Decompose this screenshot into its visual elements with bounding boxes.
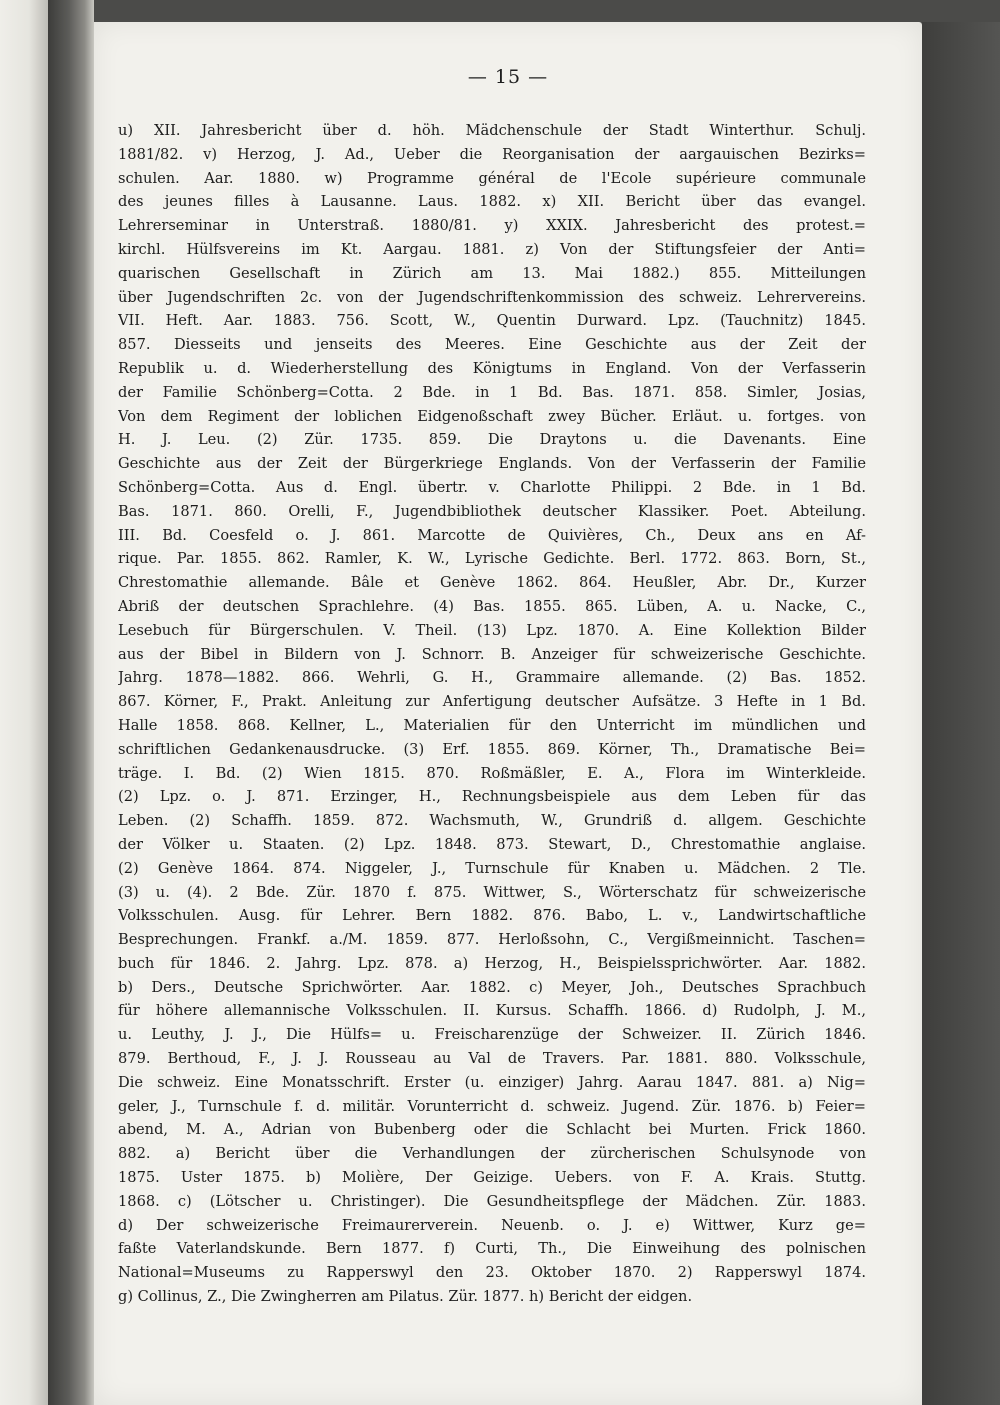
text-line: Leben. (2) Schaffh. 1859. 872. Wachsmuth, W., Grundriß d. allgem. Geschichte: [118, 812, 866, 830]
text-line: Volksschulen. Ausg. für Lehrer. Bern 1882. 876. Babo, L. v., Landwirtschaftliche: [118, 907, 866, 925]
text-line: 882. a) Bericht über die Verhandlungen der zürcherischen Schulsynode von: [118, 1145, 866, 1163]
text-line: u) XII. Jahresbericht über d. höh. Mädchenschule der Stadt Winterthur. Schulj.: [118, 122, 866, 139]
text-line: 867. Körner, F., Prakt. Anleitung zur Anfertigung deutscher Aufsätze. 3 Hefte in 1 Bd.: [118, 693, 866, 711]
page-number: — 15 —: [467, 66, 549, 88]
text-line: kirchl. Hülfsvereins im Kt. Aargau. 1881. z) Von der Stiftungsfeier der Anti=: [118, 240, 866, 258]
text-line: d) Der schweizerische Freimaurerverein. Neuenb. o. J. e) Wittwer, Kurz ge=: [118, 1216, 866, 1234]
text-line: träge. I. Bd. (2) Wien 1815. 870. Roßmäßler, E. A., Flora im Winterkleide.: [118, 764, 866, 782]
text-line: Jahrg. 1878—1882. 866. Wehrli, G. H., Grammaire allemande. (2) Bas. 1852.: [118, 669, 866, 687]
text-line: Geschichte aus der Zeit der Bürgerkriege Englands. Von der Verfasserin der Familie: [118, 455, 866, 473]
text-line: faßte Vaterlandskunde. Bern 1877. f) Curti, Th., Die Einweihung des polnischen: [118, 1240, 866, 1258]
text-line: Bas. 1871. 860. Orelli, F., Jugendbibliothek deutscher Klassiker. Poet. Abteilung.: [118, 502, 866, 520]
book-gutter: [48, 0, 94, 1405]
text-line: Von dem Regiment der loblichen Eidgenoßschaft zwey Bücher. Erläut. u. fortges. von: [118, 407, 866, 425]
text-line: der Familie Schönberg=Cotta. 2 Bde. in 1 Bd. Bas. 1871. 858. Simler, Josias,: [118, 383, 866, 401]
text-line: VII. Heft. Aar. 1883. 756. Scott, W., Quentin Durward. Lpz. (Tauchnitz) 1845.: [118, 312, 866, 330]
text-line: geler, J., Turnschule f. d. militär. Vorunterricht d. schweiz. Jugend. Zür. 1876. b) Feier=: [118, 1097, 866, 1115]
text-line: buch für 1846. 2. Jahrg. Lpz. 878. a) Herzog, H., Beispielssprichwörter. Aar. 1882.: [118, 954, 866, 972]
text-line: b) Ders., Deutsche Sprichwörter. Aar. 1882. c) Meyer, Joh., Deutsches Sprachbuch: [118, 978, 866, 996]
text-line: Chrestomathie allemande. Bâle et Genève 1862. 864. Heußler, Abr. Dr., Kurzer: [118, 574, 866, 592]
text-line: III. Bd. Coesfeld o. J. 861. Marcotte de Quivières, Ch., Deux ans en Af-: [118, 526, 866, 544]
text-line: über Jugendschriften 2c. von der Jugendschriftenkommission des schweiz. Lehrervereins.: [118, 288, 866, 306]
text-line: Besprechungen. Frankf. a./M. 1859. 877. Herloßsohn, C., Vergißmeinnicht. Taschen=: [118, 931, 866, 949]
text-line: Republik u. d. Wiederherstellung des Königtums in England. Von der Verfasserin: [118, 359, 866, 377]
text-line: des jeunes filles à Lausanne. Laus. 1882. x) XII. Bericht über das evangel.: [118, 193, 866, 211]
text-line: 1868. c) (Lötscher u. Christinger). Die Gesundheitspflege der Mädchen. Zür. 1883.: [118, 1192, 866, 1210]
text-line: 857. Diesseits und jenseits des Meeres. Eine Geschichte aus der Zeit der: [118, 336, 866, 354]
text-line: für höhere allemannische Volksschulen. II. Kursus. Schaffh. 1866. d) Rudolph, J. M.,: [118, 1002, 866, 1020]
text-line: Lehrerseminar in Unterstraß. 1880/81. y) XXIX. Jahresbericht des protest.=: [118, 217, 866, 235]
text-line: quarischen Gesellschaft in Zürich am 13. Mai 1882.) 855. Mitteilungen: [118, 264, 866, 282]
text-line: u. Leuthy, J. J., Die Hülfs= u. Freischarenzüge der Schweizer. II. Zürich 1846.: [118, 1026, 866, 1044]
text-line: H. J. Leu. (2) Zür. 1735. 859. Die Draytons u. die Davenants. Eine: [118, 431, 866, 449]
text-line: g) Collinus, Z., Die Zwingherren am Pilatus. Zür. 1877. h) Bericht der eidgen.: [118, 1288, 693, 1306]
text-line: 1881/82. v) Herzog, J. Ad., Ueber die Reorganisation der aargauischen Bezirks=: [118, 145, 866, 163]
text-line: abend, M. A., Adrian von Bubenberg oder die Schlacht bei Murten. Frick 1860.: [118, 1121, 866, 1139]
text-line: Lesebuch für Bürgerschulen. V. Theil. (13) Lpz. 1870. A. Eine Kollektion Bilder: [118, 621, 866, 639]
text-line: 879. Berthoud, F., J. J. Rousseau au Val de Travers. Par. 1881. 880. Volksschule,: [118, 1050, 866, 1068]
text-line: der Völker u. Staaten. (2) Lpz. 1848. 873. Stewart, D., Chrestomathie anglaise.: [118, 835, 866, 853]
previous-page-edge: [0, 0, 48, 1405]
text-line: schulen. Aar. 1880. w) Programme général de l'Ecole supérieure communale: [118, 169, 866, 187]
text-line: schriftlichen Gedankenausdrucke. (3) Erf. 1855. 869. Körner, Th., Dramatische Bei=: [118, 740, 866, 758]
text-line: Halle 1858. 868. Kellner, L., Materialien für den Unterricht im mündlichen und: [118, 716, 866, 734]
text-line: 1875. Uster 1875. b) Molière, Der Geizige. Uebers. von F. A. Krais. Stuttg.: [118, 1169, 866, 1187]
text-line: (3) u. (4). 2 Bde. Zür. 1870 f. 875. Wittwer, S., Wörterschatz für schweizerische: [118, 883, 866, 901]
text-line: (2) Genève 1864. 874. Niggeler, J., Turnschule für Knaben u. Mädchen. 2 Tle.: [118, 859, 866, 877]
page-sheet: [94, 22, 922, 1405]
scan-background-right: [922, 22, 1000, 1405]
text-line: Schönberg=Cotta. Aus d. Engl. übertr. v. Charlotte Philippi. 2 Bde. in 1 Bd.: [118, 478, 866, 496]
text-line: aus der Bibel in Bildern von J. Schnorr. B. Anzeiger für schweizerische Geschichte.: [118, 645, 866, 663]
text-line: rique. Par. 1855. 862. Ramler, K. W., Lyrische Gedichte. Berl. 1772. 863. Born, St.,: [118, 550, 866, 568]
body-text: [118, 119, 866, 1309]
text-line: Die schweiz. Eine Monatsschrift. Erster (u. einziger) Jahrg. Aarau 1847. 881. a) Nig=: [118, 1073, 866, 1091]
text-line: (2) Lpz. o. J. 871. Erzinger, H., Rechnungsbeispiele aus dem Leben für das: [118, 788, 866, 806]
text-line: National=Museums zu Rapperswyl den 23. Oktober 1870. 2) Rapperswyl 1874.: [118, 1264, 866, 1282]
text-line: Abriß der deutschen Sprachlehre. (4) Bas. 1855. 865. Lüben, A. u. Nacke, C.,: [118, 597, 866, 615]
